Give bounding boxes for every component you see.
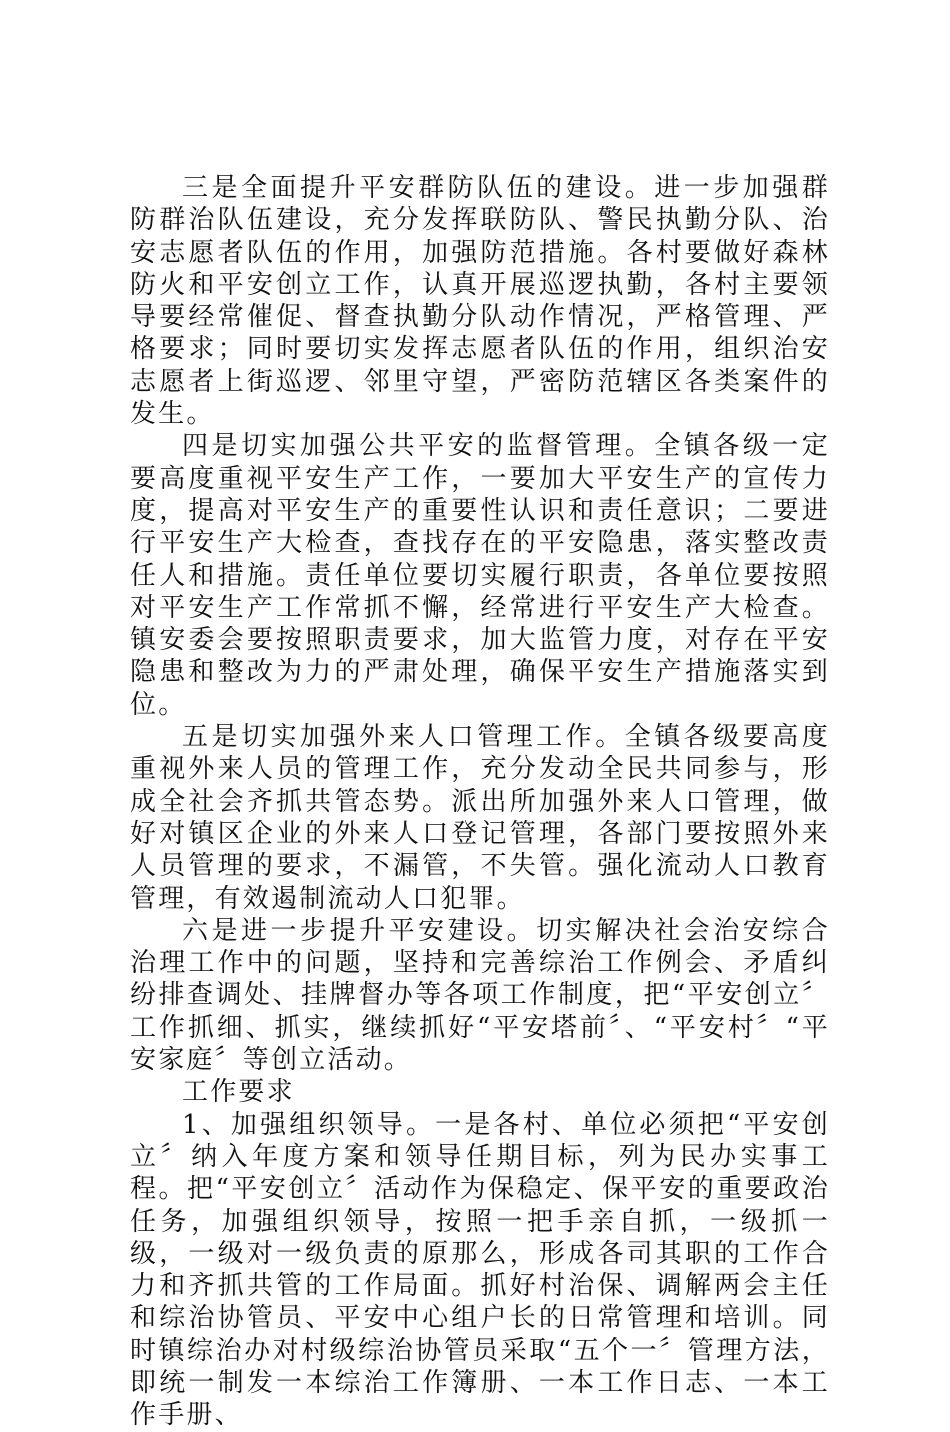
paragraph-organization-leadership: 1、加强组织领导。一是各村、单位必须把“平安创立〞纳入年度方案和领导任期目标，列为民办实事工程。把“平安创立〞活动作为保稳定、保平安的重要政治任务，加强组织领导，按照一把手亲自抓，一级抓一级，一级对一级负责的原那么，形成各司其职的工作合力和齐抓共管的工作局面。抓好村治保、调解两会主任和综治协管员、平安中心组户长的日常管理和培训。同时镇综治办对村级综治协管员采取“五个一〞管理方法，即统一制发一本综治工作簿册、一本工作日志、一本工作手册、 (130, 1109, 830, 1431)
paragraph-safety-team: 三是全面提升平安群防队伍的建设。进一步加强群防群治队伍建设，充分发挥联防队、警民执勤分队、治安志愿者队伍的作用，加强防范措施。各村要做好森林防火和平安创立工作，认真开展巡逻执勤，各村主要领导要经常催促、督查执勤分队动作情况，严格管理、严格要求；同时要切实发挥志愿者队伍的作用，组织治安志愿者上街巡逻、邻里守望，严密防范辖区各类案件的发生。 (130, 173, 830, 430)
paragraph-public-safety-supervision: 四是切实加强公共平安的监督管理。全镇各级一定要高度重视平安生产工作，一要加大平安生产的宣传力度，提高对平安生产的重要性认识和责任意识；二要进行平安生产大检查，查找存在的平安隐患，落实整改责任人和措施。责任单位要切实履行职责，各单位要按照对平安生产工作常抓不懈，经常进行平安生产大检查。镇安委会要按照职责要求，加大监管力度，对存在平安隐患和整改为力的严肃处理，确保平安生产措施落实到位。 (130, 431, 830, 720)
document-body (130, 172, 830, 1432)
section-heading-work-requirements: 工作要求 (182, 1077, 295, 1108)
paragraph-migrant-population: 五是切实加强外来人口管理工作。全镇各级要高度重视外来人员的管理工作，充分发动全民共同参与，形成全社会齐抓共管态势。派出所加强外来人口管理，做好对镇区企业的外来人口登记管理，各部门要按照外来人员管理的要求，不漏管，不失管。强化流动人口教育管理，有效遏制流动人口犯罪。 (130, 722, 830, 914)
paragraph-safety-construction: 六是进一步提升平安建设。切实解决社会治安综合治理工作中的问题，坚持和完善综治工作例会、矛盾纠纷排查调处、挂牌督办等各项工作制度，把“平安创立〞工作抓细、抓实，继续抓好“平安塔前〞、“平安村〞“平安家庭〞等创立活动。 (130, 915, 830, 1076)
